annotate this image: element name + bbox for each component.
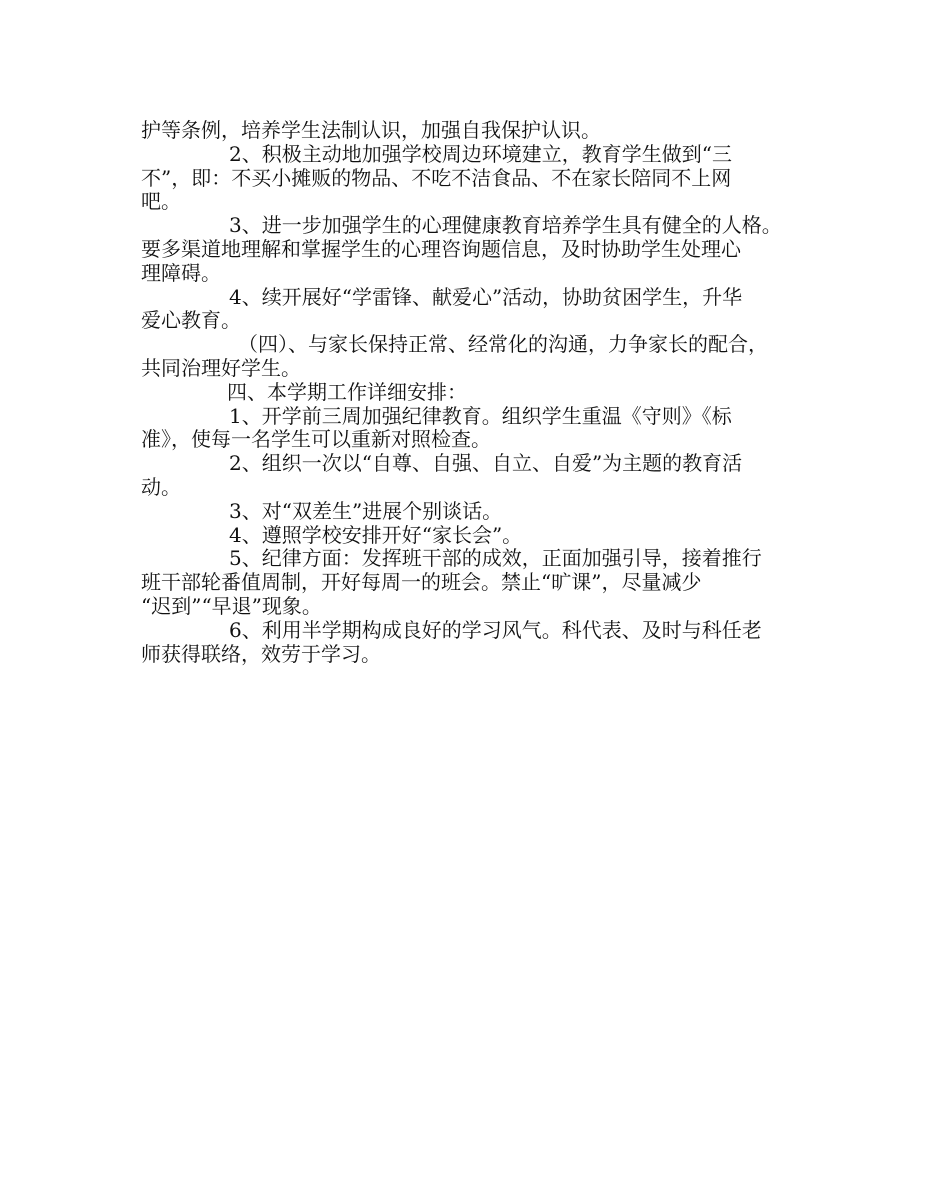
paragraph-mental-health: [141, 214, 813, 285]
text-line: 班干部轮番值周制，开好每周一的班会。禁止“旷课”，尽量减少: [141, 570, 702, 595]
text-line: 3、进一步加强学生的心理健康教育培养学生具有健全的人格。: [229, 213, 782, 238]
text-line: 准》，使每一名学生可以重新对照检查。: [141, 427, 491, 452]
text-line: 不”，即：不买小摊贩的物品、不吃不洁食品、不在家长陪同不上网: [141, 165, 732, 190]
text-line: 1、开学前三周加强纪律教育。组织学生重温《守则》《标: [229, 403, 732, 428]
document-body: [141, 119, 813, 666]
text-line: 护等条例，培养学生法制认识，加强自我保护认识。: [141, 118, 601, 142]
text-line: 2、积极主动地加强学校周边环境建立，教育学生做到“三: [229, 141, 732, 166]
paragraph-protection-regulations: [141, 119, 813, 143]
text-line: 5、纪律方面：发挥班干部的成效，正面加强引导，接着推行: [229, 546, 762, 571]
paragraph-discipline-aspects: [141, 547, 813, 618]
text-line: 3、对“双差生”进展个别谈话。: [229, 498, 503, 523]
paragraph-lei-feng-activity: [141, 286, 813, 334]
text-line: 吧。: [141, 189, 181, 214]
paragraph-themed-activity: [141, 452, 813, 500]
text-line: 4、遵照学校安排开好“家长会”。: [229, 522, 523, 547]
paragraph-parent-communication: [141, 333, 813, 381]
text-line: 共同治理好学生。: [141, 355, 301, 380]
section-heading-semester-plan: [141, 381, 813, 405]
text-line: （四）、与家长保持正常、经常化的沟通，力争家长的配合，: [238, 332, 768, 357]
paragraph-parent-meeting: [141, 524, 813, 548]
text-line: 四、本学期工作详细安排：: [227, 379, 467, 404]
text-line: 6、利用半学期构成良好的学习风气。科代表、及时与科任老: [229, 617, 762, 642]
text-line: 师获得联络，效劳于学习。: [141, 641, 381, 666]
text-line: 动。: [141, 474, 181, 499]
text-line: 理障碍。: [141, 260, 221, 285]
paragraph-individual-talks: [141, 500, 813, 524]
paragraph-school-environment: [141, 143, 813, 214]
text-line: 要多渠道地理解和掌握学生的心理咨询题信息，及时协助学生处理心: [141, 236, 741, 261]
paragraph-discipline-education: [141, 405, 813, 453]
text-line: 爱心教育。: [141, 308, 241, 333]
text-line: 4、续开展好“学雷锋、献爱心”活动，协助贫困学生，升华: [229, 284, 743, 309]
text-line: “迟到”“早退”现象。: [141, 593, 322, 618]
text-line: 2、组织一次以“自尊、自强、自立、自爱”为主题的教育活: [229, 451, 743, 476]
paragraph-study-atmosphere: [141, 619, 813, 667]
